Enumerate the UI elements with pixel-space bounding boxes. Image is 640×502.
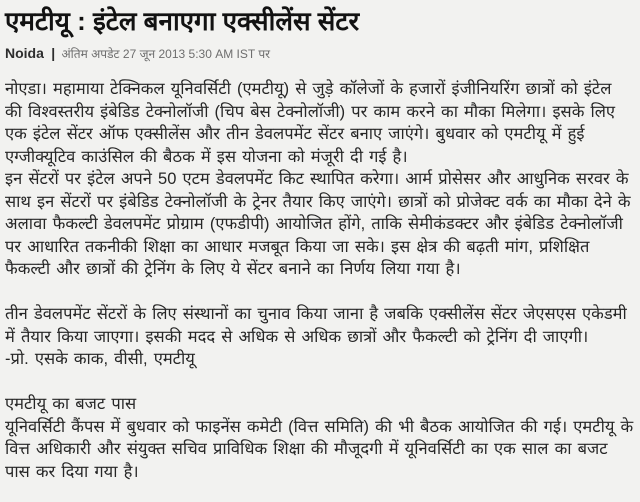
paragraph-intro: नोएडा। महामाया टेक्निकल यूनिवर्सिटी (एमटीयू) से जुड़े कॉलेजों के हजारों इंजीनियरिंग छात्रों को इंटेल की विश्वस्तरीय इंबेडिड टेक्नोलॉजी (चिप बेस टेक्नोलॉजी) पर काम करने का मौका मिलेगा। इसके लिए एक इंटेल सेंटर ऑफ एक्सीलेंस और तीन डेवलपमेंट सेंटर बनाए जाएंगे। बुधवार को एमटीयू में हुई एग्जीक्यूटिव काउंसिल की बैठक में इस योजना को मंजूरी दी गई है।	[5, 80, 616, 166]
paragraph-budget: यूनिवर्सिटी कैंपस में बुधवार को फाइनेंस कमेटी (वित्त समिति) की भी बैठक आयोजित की गई। एमटीयू के वित्त अधिकारी और संयुक्त सचिव प्राविधिक शिक्षा की मौजूदगी में यूनिवर्सिटी का एक साल का बजट पास कर दिया गया है।	[5, 417, 634, 481]
article-byline	[5, 45, 634, 62]
quote-attribution: -प्रो. एसके काक, वीसी, एमटीयू	[5, 350, 195, 368]
article-headline: एमटीयू : इंटेल बनाएगा एक्सीलेंस सेंटर	[5, 6, 360, 36]
article-body	[5, 78, 634, 483]
byline-separator: |	[51, 45, 56, 61]
byline-updated-timestamp: अंतिम अपडेट 27 जून 2013 5:30 AM IST पर	[61, 47, 271, 61]
section-subheading: एमटीयू का बजट पास	[5, 395, 137, 413]
byline-location: Noida	[5, 45, 44, 61]
paragraph-centers-detail: इन सेंटरों पर इंटेल अपने 50 एटम डेवलपमेंट किट स्थापित करेगा। आर्म प्रोसेसर और आधुनिक सरवर के साथ इन सेंटरों पर इंबेडिड टेक्नोलॉजी के ट्रेनर तैयार किए जाएंगे। छात्रों को प्रोजेक्ट वर्क का मौका देने के अलावा फैकल्टी डेवलपमेंट प्रोग्राम (एफडीपी) आयोजित होंगे, ताकि सेमीकंडक्टर और इंबेडिड टेक्नोलॉजी पर आधारित तकनीकी शिक्षा का आधार मजबूत किया जा सके। इस क्षेत्र की बढ़ती मांग, प्रशिक्षित फैकल्टी और छात्रों की ट्रेनिंग के लिए ये सेंटर बनाने का निर्णय लिया गया है।	[5, 170, 631, 278]
paragraph-selection: तीन डेवलपमेंट सेंटरों के लिए संस्थानों का चुनाव किया जाना है जबकि एक्सीलेंस सेंटर जेएसएस एकेडमी में तैयार किया जाएगा। इसकी मदद से अधिक से अधिक छात्रों और फैकल्टी को ट्रेनिंग दी जाएगी।	[5, 305, 627, 346]
